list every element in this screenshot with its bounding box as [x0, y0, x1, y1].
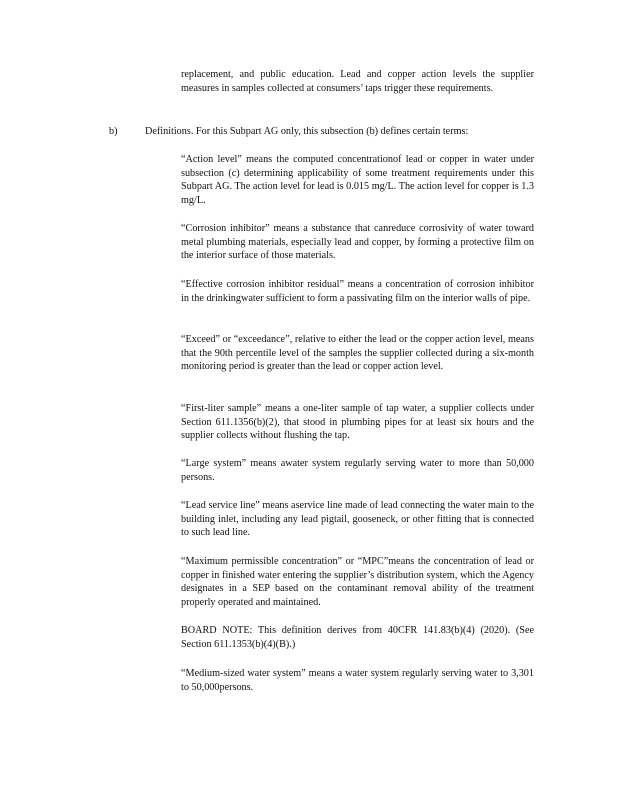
definition-effective-corrosion-inhibitor-residual: “Effective corrosion inhibitor residual” means a concentration of corrosion inhibitor in the drinkingwater sufficient to form a passivating film on the interior walls of pipe.: [181, 279, 534, 304]
definition-maximum-permissible-concentration: “Maximum permissible concentration” or “MPC”means the concentration of lead or copper in finished water entering the supplier’s distribution system, which the Agency designates in a SEP based on the contaminant removal ability of the treatment properly operated and maintained.: [181, 556, 534, 608]
definition-medium-sized-water-system: “Medium-sized water system” means a water system regularly serving water to 3,301 to 50,000persons.: [181, 668, 534, 693]
continuation-paragraph: replacement, and public education. Lead and copper action levels the supplier measures in samples collected at consumers’ taps trigger these requirements.: [181, 69, 534, 94]
definition-corrosion-inhibitor: “Corrosion inhibitor” means a substance that canreduce corrosivity of water toward metal plumbing materials, especially lead and copper, by forming a protective film on the interior surface of those materials.: [181, 223, 534, 262]
definition-exceed: “Exceed” or “exceedance”, relative to either the lead or the copper action level, means that the 90th percentile level of the samples the supplier collected during a six-month monitoring period is greater than the lead or copper action level.: [181, 334, 534, 373]
definition-first-liter-sample: “First-liter sample” means a one-liter sample of tap water, a supplier collects under Section 611.1356(b)(2), that stood in plumbing pipes for at least six hours and the supplier collects without flushing the tap.: [181, 403, 534, 442]
definition-lead-service-line: “Lead service line” means aservice line made of lead connecting the water main to the building inlet, including any lead pigtail, gooseneck, or other fitting that is connected to such lead line.: [181, 500, 534, 539]
subsection-marker: b): [109, 126, 118, 137]
board-note: BOARD NOTE: This definition derives from 40CFR 141.83(b)(4) (2020). (See Section 611.1353(b)(4)(B).): [181, 625, 534, 650]
subsection-heading: Definitions. For this Subpart AG only, this subsection (b) defines certain terms:: [145, 126, 469, 137]
definition-action-level: “Action level” means the computed concentrationof lead or copper in water under subsection (c) determining applicability of some treatment requirements under this Subpart AG. The action level for lead is 0.015 mg/L. The action level for copper is 1.3 mg/L.: [181, 154, 534, 206]
definition-large-system: “Large system” means awater system regularly serving water to more than 50,000 persons.: [181, 458, 534, 483]
